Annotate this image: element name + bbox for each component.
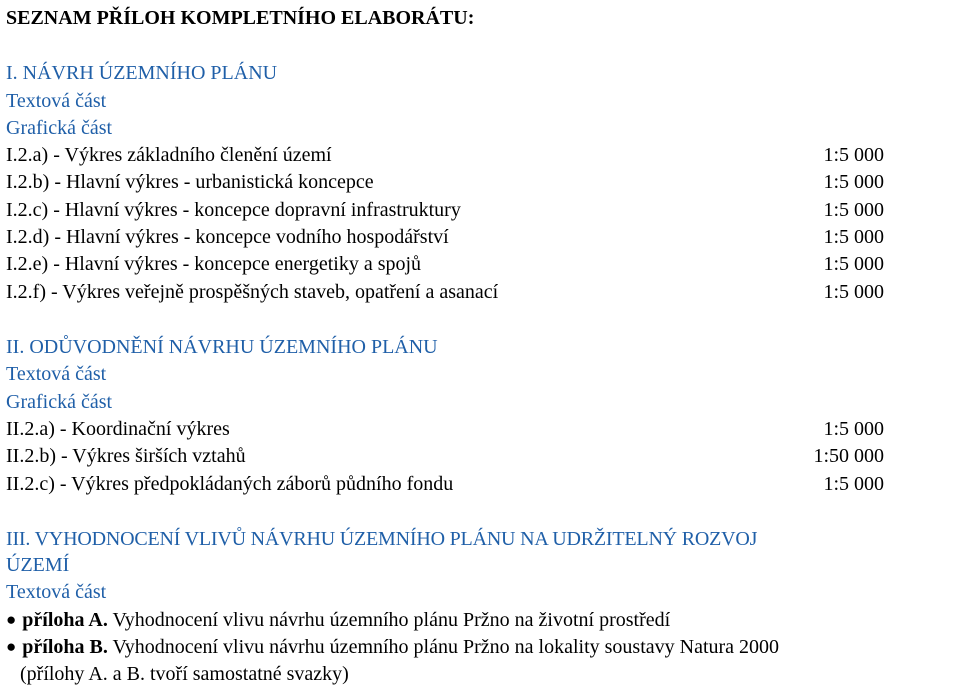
item-scale: 1:5 000 — [823, 418, 884, 440]
item-scale: 1:5 000 — [823, 253, 884, 275]
list-item — [6, 417, 884, 441]
list-item — [6, 472, 884, 496]
item-label: II.2.b) - Výkres širších vztahů — [6, 445, 246, 467]
bullet-icon: ● — [6, 637, 17, 656]
list-item — [6, 444, 884, 468]
section-3-heading-line-2: ÚZEMÍ — [6, 554, 70, 576]
section-3-text-part: Textová část — [6, 581, 107, 603]
list-item — [6, 225, 884, 249]
item-scale: 1:5 000 — [823, 473, 884, 495]
item-label: I.2.a) - Výkres základního členění území — [6, 144, 332, 166]
item-label: I.2.d) - Hlavní výkres - koncepce vodního hospodářství — [6, 226, 449, 248]
attachment-note: (přílohy A. a B. tvoří samostatné svazky) — [20, 663, 349, 685]
section-1-heading: I. NÁVRH ÚZEMNÍHO PLÁNU — [6, 62, 278, 84]
item-label: II.2.a) - Koordinační výkres — [6, 418, 230, 440]
page-title: SEZNAM PŘÍLOH KOMPLETNÍHO ELABORÁTU: — [6, 7, 475, 29]
attachment-text: Vyhodnocení vlivu návrhu územního plánu Pržno na životní prostředí — [107, 609, 671, 631]
item-label: I.2.c) - Hlavní výkres - koncepce dopravní infrastruktury — [6, 199, 461, 221]
item-label: I.2.e) - Hlavní výkres - koncepce energetiky a spojů — [6, 253, 422, 275]
section-2-graphic-part: Grafická část — [6, 391, 113, 413]
attachment-item — [6, 635, 960, 660]
list-item — [6, 143, 884, 167]
item-scale: 1:5 000 — [823, 144, 884, 166]
item-scale: 1:5 000 — [823, 171, 884, 193]
section-2-heading: II. ODŮVODNĚNÍ NÁVRHU ÚZEMNÍHO PLÁNU — [6, 336, 438, 358]
section-2-text-part: Textová část — [6, 363, 107, 385]
item-scale: 1:5 000 — [823, 281, 884, 303]
attachment-text: Vyhodnocení vlivu návrhu územního plánu Pržno na lokality soustavy Natura 2000 — [107, 636, 780, 658]
section-1-text-part: Textová část — [6, 90, 107, 112]
list-item — [6, 170, 884, 194]
list-item — [6, 252, 884, 276]
item-scale: 1:5 000 — [823, 226, 884, 248]
attachment-item — [6, 608, 960, 633]
bullet-icon: ● — [6, 610, 17, 629]
list-item — [6, 280, 884, 304]
attachment-label: příloha A. — [22, 609, 108, 631]
item-label: II.2.c) - Výkres předpokládaných záborů půdního fondu — [6, 473, 454, 495]
list-item — [6, 198, 884, 222]
section-1-graphic-part: Grafická část — [6, 117, 113, 139]
item-label: I.2.f) - Výkres veřejně prospěšných staveb, opatření a asanací — [6, 281, 499, 303]
attachment-label: příloha B. — [22, 636, 108, 658]
section-3-heading-line-1: III. VYHODNOCENÍ VLIVŮ NÁVRHU ÚZEMNÍHO PLÁNU NA UDRŽITELNÝ ROZVOJ — [6, 528, 758, 550]
item-label: I.2.b) - Hlavní výkres - urbanistická koncepce — [6, 171, 374, 193]
item-scale: 1:5 000 — [823, 199, 884, 221]
item-scale: 1:50 000 — [813, 445, 884, 467]
